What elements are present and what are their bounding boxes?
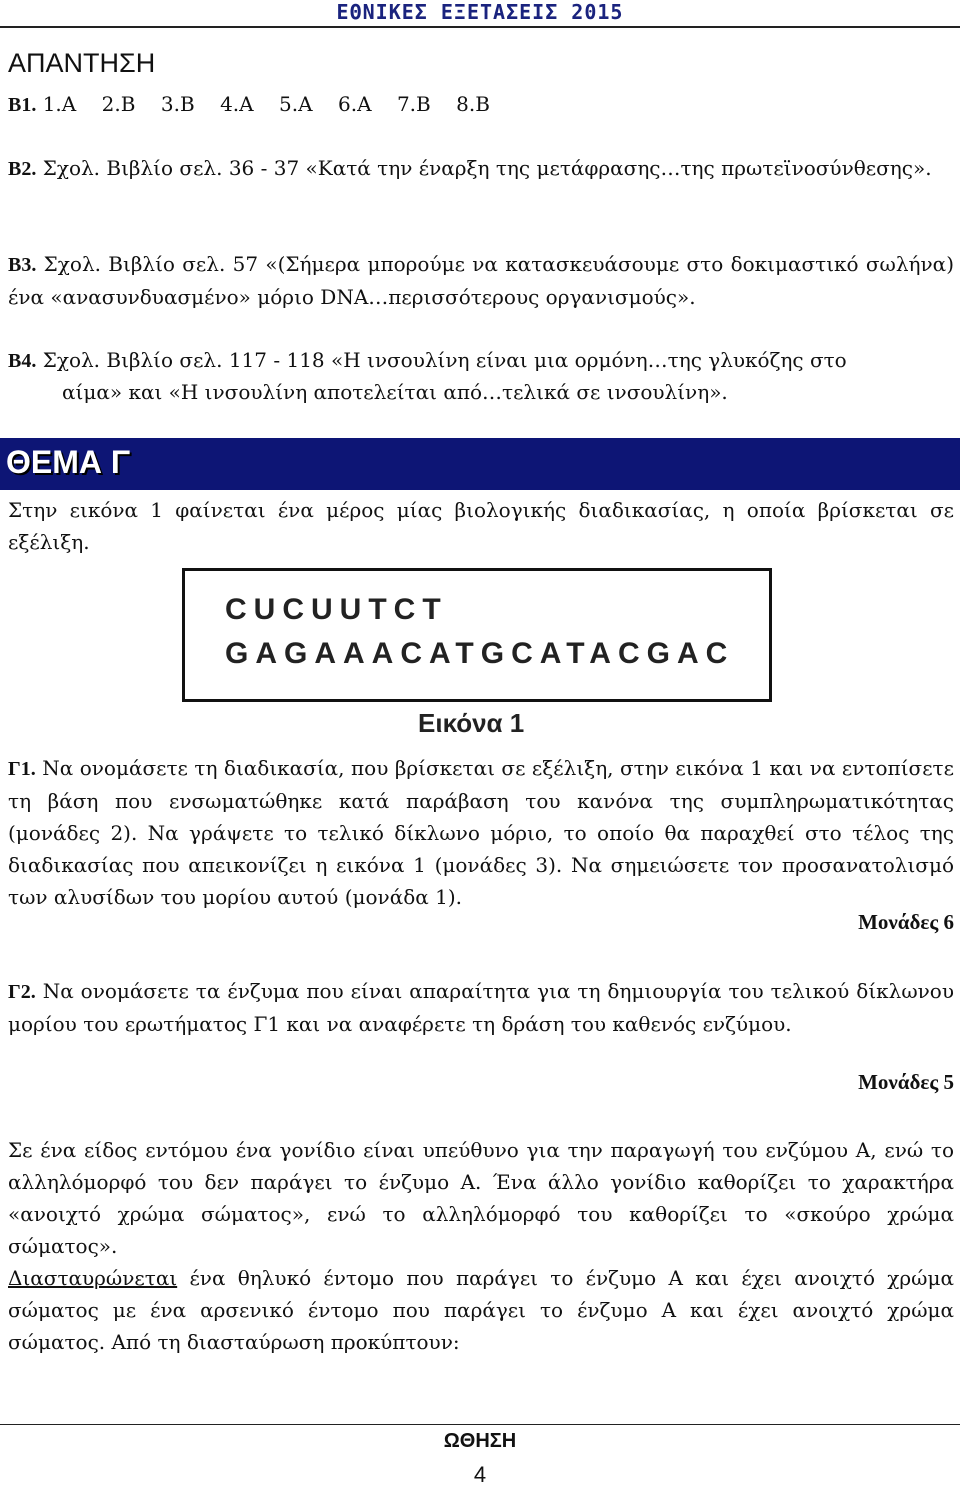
figure-box xyxy=(182,568,772,702)
answer-b3 xyxy=(8,248,954,313)
answer-b4-line2: αίμα» και «Η ινσουλίνη αποτελείται από…τελικά σε ινσουλίνη». xyxy=(62,380,728,404)
sequence-bottom-strand: GAGAAACATGCATACGAC xyxy=(225,637,735,670)
question-g2-units: Μονάδες 5 xyxy=(858,1070,954,1094)
answer-b2 xyxy=(8,152,954,185)
header-title: ΕΘΝΙΚΕΣ ΕΞΕΤΑΣΕΙΣ 2015 xyxy=(336,0,624,24)
answer-b1-label: Β1. xyxy=(8,94,37,116)
section-title: ΘΕΜΑ Γ xyxy=(6,444,131,480)
question-g1-units: Μονάδες 6 xyxy=(858,910,954,934)
answer-b4-continuation xyxy=(8,376,954,408)
page-number: 4 xyxy=(473,1462,487,1487)
answer-b1 xyxy=(8,88,954,121)
answer-b4-label: Β4. xyxy=(8,350,37,372)
question-g1-text: Να ονομάσετε τη διαδικασία, που βρίσκεται σε εξέλιξη, στην εικόνα 1 και να εντοπίσετε τη βάση που ενσωματώθηκε κατά παράβαση του κανόνα της συμπληρωματικότητας (μονάδες 2). Να γράψετε το τελικό δίκλωνο μόριο, το οποίο θα παραχθεί στο τέλος της διαδικασίας που απεικονίζει η εικόνα 1 (μονάδες 3). Να σημειώσετε τον προσανατολισμό των αλυσίδων του μορίου αυτού (μονάδα 1). xyxy=(8,756,954,909)
question-g1 xyxy=(8,752,954,913)
paragraph-cross xyxy=(8,1262,954,1358)
question-g1-label: Γ1. xyxy=(8,758,36,780)
page-header xyxy=(0,0,960,28)
intro-text: Στην εικόνα 1 φαίνεται ένα μέρος μίας βιολογικής διαδικασίας, η οποία βρίσκεται σε εξέλιξη. xyxy=(8,498,954,554)
paragraph-genes: Σε ένα είδος εντόμου ένα γονίδιο είναι υπεύθυνο για την παραγωγή του ενζύμου Α, ενώ το αλληλόμορφό του δεν παράγει το ένζυμο Α. Ένα άλλο γονίδιο καθορίζει το χαρακτήρα «ανοιχτό χρώμα σώματος», ενώ το αλληλόμορφό του καθορίζει το «σκούρο χρώμα σώματος». xyxy=(8,1138,954,1258)
answer-b1-text: 1.Α 2.Β 3.Β 4.Α 5.Α 6.Α 7.Β 8.Β xyxy=(42,92,490,116)
answer-b2-text: Σχολ. Βιβλίο σελ. 36 - 37 «Κατά την έναρξη της μετάφρασης…της πρωτεϊνοσύνθεσης». xyxy=(42,156,932,180)
answer-b4 xyxy=(8,344,954,377)
answer-b3-label: Β3. xyxy=(8,254,37,276)
paragraph-cross-first-word: Διασταυρώνεται xyxy=(8,1266,178,1290)
section-band xyxy=(0,438,960,490)
footer-brand: ΩΘΗΣΗ xyxy=(443,1430,517,1452)
answer-b3-text: Σχολ. Βιβλίο σελ. 57 «(Σήμερα μπορούμε να κατασκευάσουμε στο δοκιμαστικό σωλήνα) ένα «ανασυνδυασμένο» μόριο DNA…περισσότερους οργανισμούς». xyxy=(8,252,954,309)
figure-caption: Εικόνα 1 xyxy=(418,708,525,738)
sequence-top-strand: CUCUUTCT xyxy=(225,593,448,626)
question-g2 xyxy=(8,975,954,1040)
footer-divider xyxy=(0,1424,960,1425)
answer-b4-line1: Σχολ. Βιβλίο σελ. 117 - 118 «Η ινσουλίνη είναι μια ορμόνη…της γλυκόζης στο xyxy=(42,348,847,372)
question-g2-text: Να ονομάσετε τα ένζυμα που είναι απαραίτητα για τη δημιουργία του τελικού δίκλωνου μορίου του ερωτήματος Γ1 και να αναφέρετε τη δράση του καθενός ενζύμου. xyxy=(8,979,955,1036)
paragraph-cross-rest: ένα θηλυκό έντομο που παράγει το ένζυμο Α και έχει ανοιχτό χρώμα σώματος με ένα αρσενικό έντομο που παράγει το ένζυμο Α και έχει ανοιχτό χρώμα σώματος. Από τη διασταύρωση προκύπτουν: xyxy=(8,1266,954,1354)
answer-b2-label: Β2. xyxy=(8,158,37,180)
question-g2-label: Γ2. xyxy=(8,981,36,1003)
answer-title: ΑΠΑΝΤΗΣΗ xyxy=(8,48,156,78)
